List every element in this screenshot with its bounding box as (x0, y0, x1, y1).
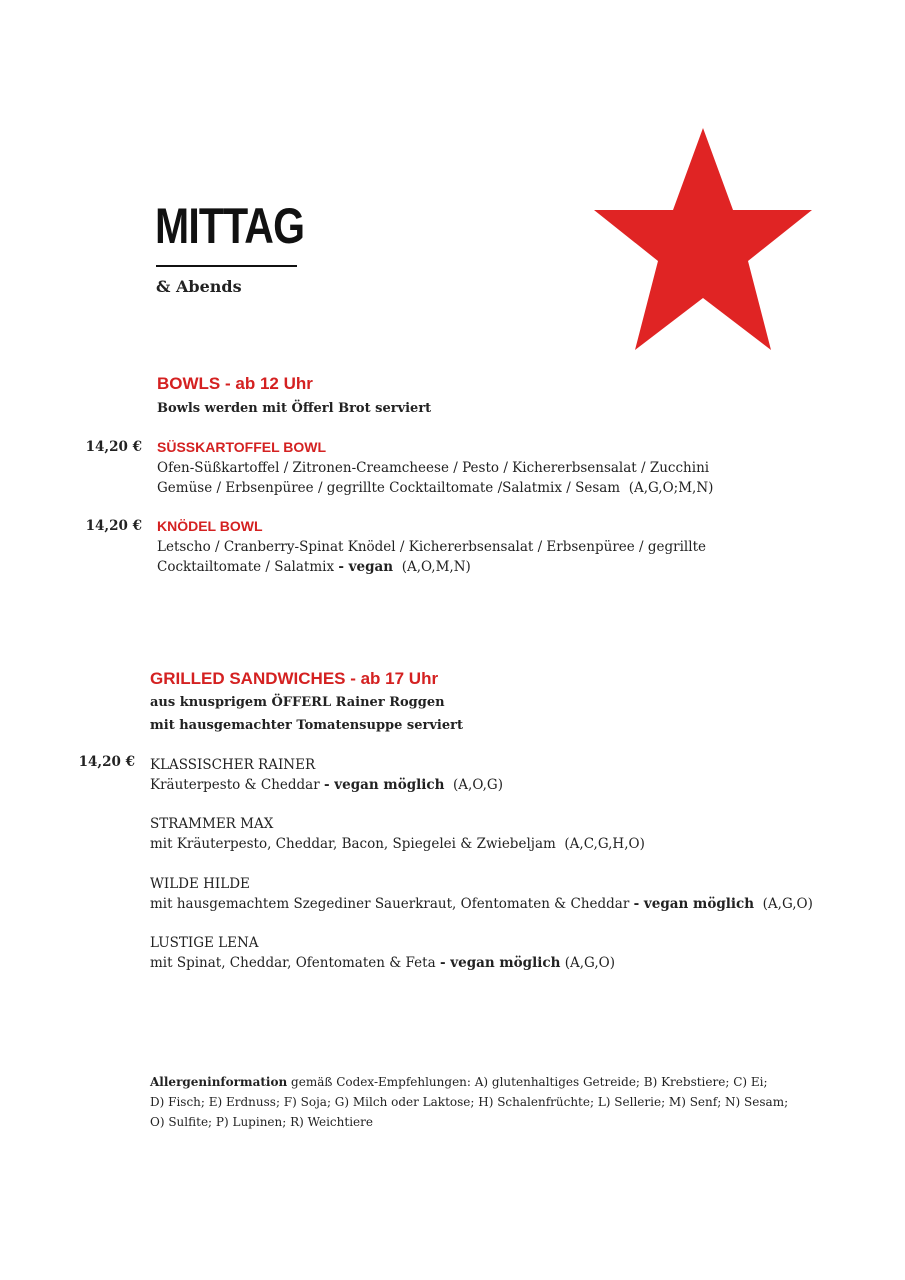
sandwich-item (150, 814, 645, 854)
subtitle-line: mit hausgemachter Tomatensuppe serviert (150, 718, 463, 733)
sandwiches-section-title: GRILLED SANDWICHES - ab 17 Uhr (150, 669, 439, 688)
description-line: Letscho / Cranberry-Spinat Knödel / Kichererbsensalat / Erbsenpüree / gegrillte (157, 539, 706, 555)
bowls-section-subtitle: Bowls werden mit Öfferl Brot serviert (157, 401, 432, 416)
menu-item-name: KNÖDEL BOWL (157, 518, 263, 534)
sandwich-item (150, 755, 503, 795)
vegan-tag: - vegan möglich (633, 896, 755, 912)
description-text: mit hausgemachtem Szegediner Sauerkraut, Ofentomaten & Cheddar (150, 896, 630, 912)
allergen-codes: (A,G,O) (762, 896, 813, 912)
subtitle-line: aus knusprigem ÖFFERL Rainer Roggen (150, 695, 445, 710)
allergen-line: O) Sulfite; P) Lupinen; R) Weichtiere (150, 1115, 373, 1129)
description-text: Cocktailtomate / Salatmix (157, 559, 335, 575)
item-price: 14,20 € (85, 439, 142, 455)
item-price: 14,20 € (85, 518, 142, 534)
description-text: mit Spinat, Cheddar, Ofentomaten & Feta (150, 955, 436, 971)
allergen-codes: (A,O,M,N) (401, 559, 471, 575)
menu-item-description (150, 894, 813, 914)
allergen-codes: (A,G,O;M,N) (628, 480, 714, 496)
page-title: MITTAG (155, 198, 305, 254)
vegan-tag: - vegan möglich (323, 777, 445, 793)
menu-item-name: STRAMMER MAX (150, 816, 274, 832)
sandwich-item (150, 874, 813, 914)
star-icon (594, 128, 812, 350)
menu-item-name: LUSTIGE LENA (150, 935, 259, 951)
description-text: Gemüse / Erbsenpüree / gegrillte Cocktailtomate /Salatmix / Sesam (157, 480, 621, 496)
sandwiches-section-subtitle (150, 691, 463, 737)
allergen-text: gemäß Codex-Empfehlungen: A) glutenhaltiges Getreide; B) Krebstiere; C) Ei; (291, 1075, 768, 1089)
allergen-information (150, 1072, 810, 1132)
menu-item-description (150, 775, 503, 795)
vegan-tag: - vegan möglich (439, 955, 561, 971)
vegan-tag: - vegan (338, 559, 394, 575)
allergen-label: Allergeninformation (150, 1075, 288, 1089)
sandwich-item (150, 933, 615, 973)
title-underline (156, 265, 297, 267)
description-line: Ofen-Süßkartoffel / Zitronen-Creamcheese / Pesto / Kichererbsensalat / Zucchini (157, 460, 710, 476)
menu-item-name: KLASSISCHER RAINER (150, 757, 316, 773)
menu-item-description (157, 537, 706, 577)
allergen-codes: (A,C,G,H,O) (564, 836, 645, 852)
allergen-line: D) Fisch; E) Erdnuss; F) Soja; G) Milch oder Laktose; H) Schalenfrüchte; L) Sellerie; M) Senf; N) Sesam; (150, 1095, 789, 1109)
allergen-codes: (A,G,O) (564, 955, 615, 971)
page-subtitle: & Abends (156, 277, 242, 296)
bowls-section-title: BOWLS - ab 12 Uhr (157, 374, 313, 393)
menu-item-description (150, 834, 645, 854)
allergen-line (150, 1072, 810, 1092)
menu-item-description (150, 953, 615, 973)
description-text: mit Kräuterpesto, Cheddar, Bacon, Spiegelei & Zwiebeljam (150, 836, 556, 852)
menu-item-name: SÜSSKARTOFFEL BOWL (157, 439, 327, 455)
description-line (157, 557, 706, 577)
menu-item-description (157, 458, 713, 498)
allergen-codes: (A,O,G) (453, 777, 503, 793)
description-line (157, 478, 713, 498)
menu-item-name: WILDE HILDE (150, 876, 250, 892)
description-text: Kräuterpesto & Cheddar (150, 777, 320, 793)
item-price: 14,20 € (78, 754, 135, 770)
